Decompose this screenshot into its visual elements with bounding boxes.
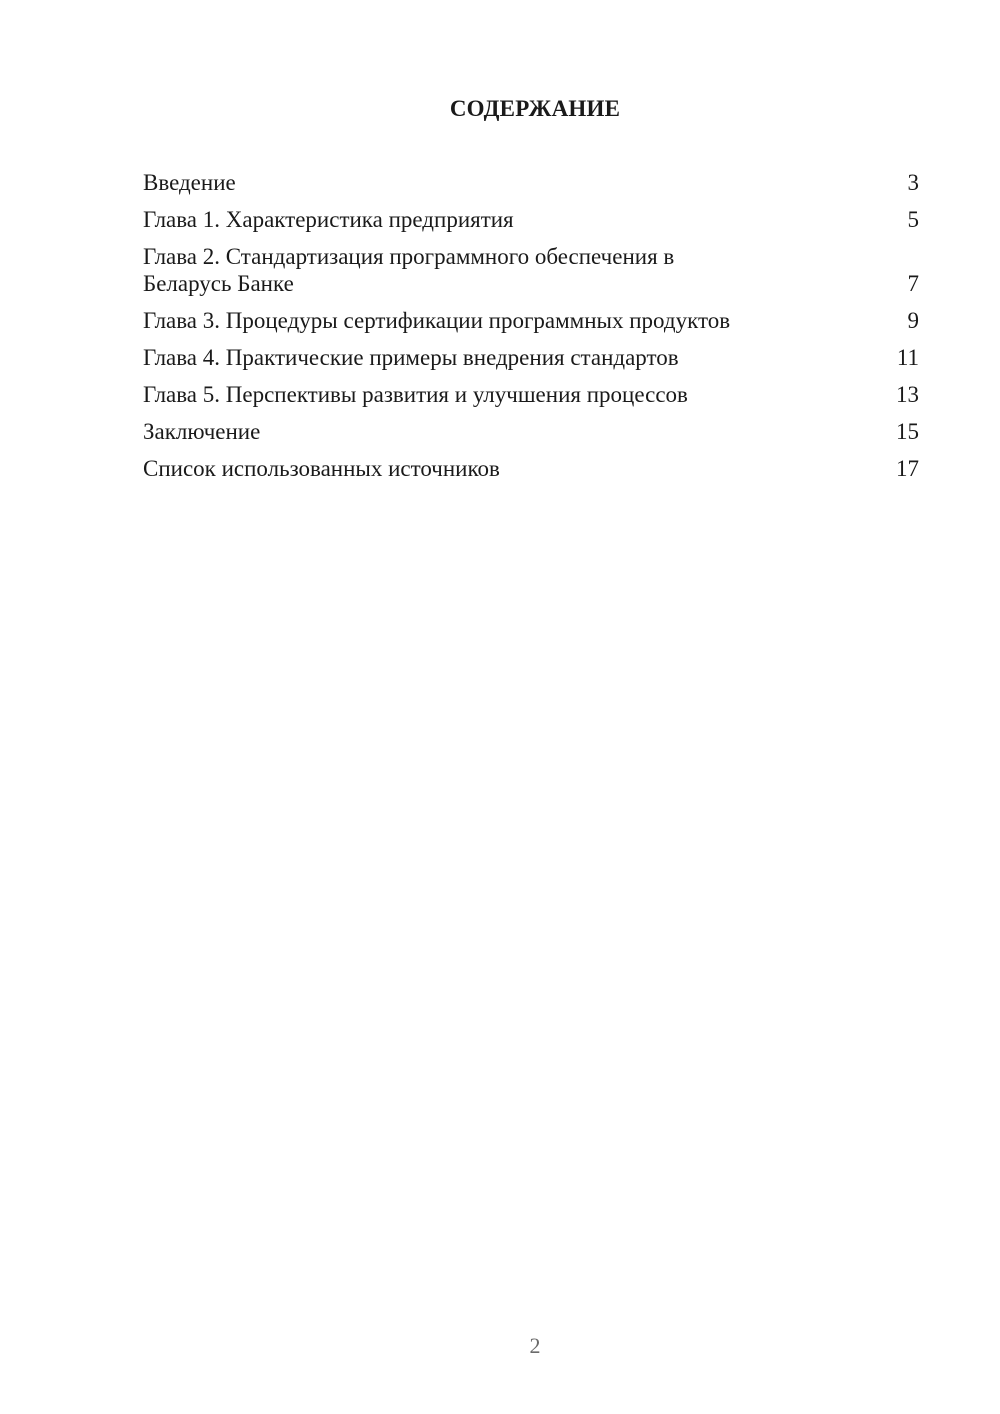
toc-entry-label: Глава 3. Процедуры сертификации программных продуктов [143, 308, 731, 333]
toc-entry-label: Введение [143, 170, 236, 195]
toc-entry-label: Глава 5. Перспективы развития и улучшения процессов [143, 382, 688, 407]
toc-entry-chapter-1 [143, 206, 919, 233]
toc-entry-page: 7 [907, 271, 919, 296]
toc-entry-label: Глава 1. Характеристика предприятия [143, 207, 514, 232]
toc-entry-page: 13 [896, 382, 919, 407]
toc-entry-chapter-5 [143, 381, 919, 408]
toc-entry-references [143, 455, 919, 482]
toc-entry-label: Глава 4. Практические примеры внедрения стандартов [143, 345, 679, 370]
toc-entry-page: 5 [907, 207, 919, 232]
toc-entry-label: Список использованных источников [143, 456, 500, 481]
toc-entry-page: 17 [896, 456, 919, 481]
toc-entry-conclusion [143, 418, 919, 445]
page-number: 2 [529, 1333, 541, 1358]
toc-entry-page: 3 [907, 170, 919, 195]
toc-entry-introduction [143, 169, 919, 196]
toc-entry-label: Заключение [143, 419, 261, 444]
toc-entry-chapter-2 [143, 243, 919, 297]
toc-entry-chapter-4 [143, 344, 919, 371]
table-of-contents [143, 169, 919, 492]
toc-entry-label: Глава 2. Стандартизация программного обеспечения в Беларусь Банке [143, 244, 675, 296]
toc-entry-page: 9 [907, 308, 919, 333]
toc-title: СОДЕРЖАНИЕ [449, 96, 621, 121]
toc-entry-chapter-3 [143, 307, 919, 334]
toc-entry-page: 15 [896, 419, 919, 444]
toc-entry-page: 11 [896, 345, 919, 370]
